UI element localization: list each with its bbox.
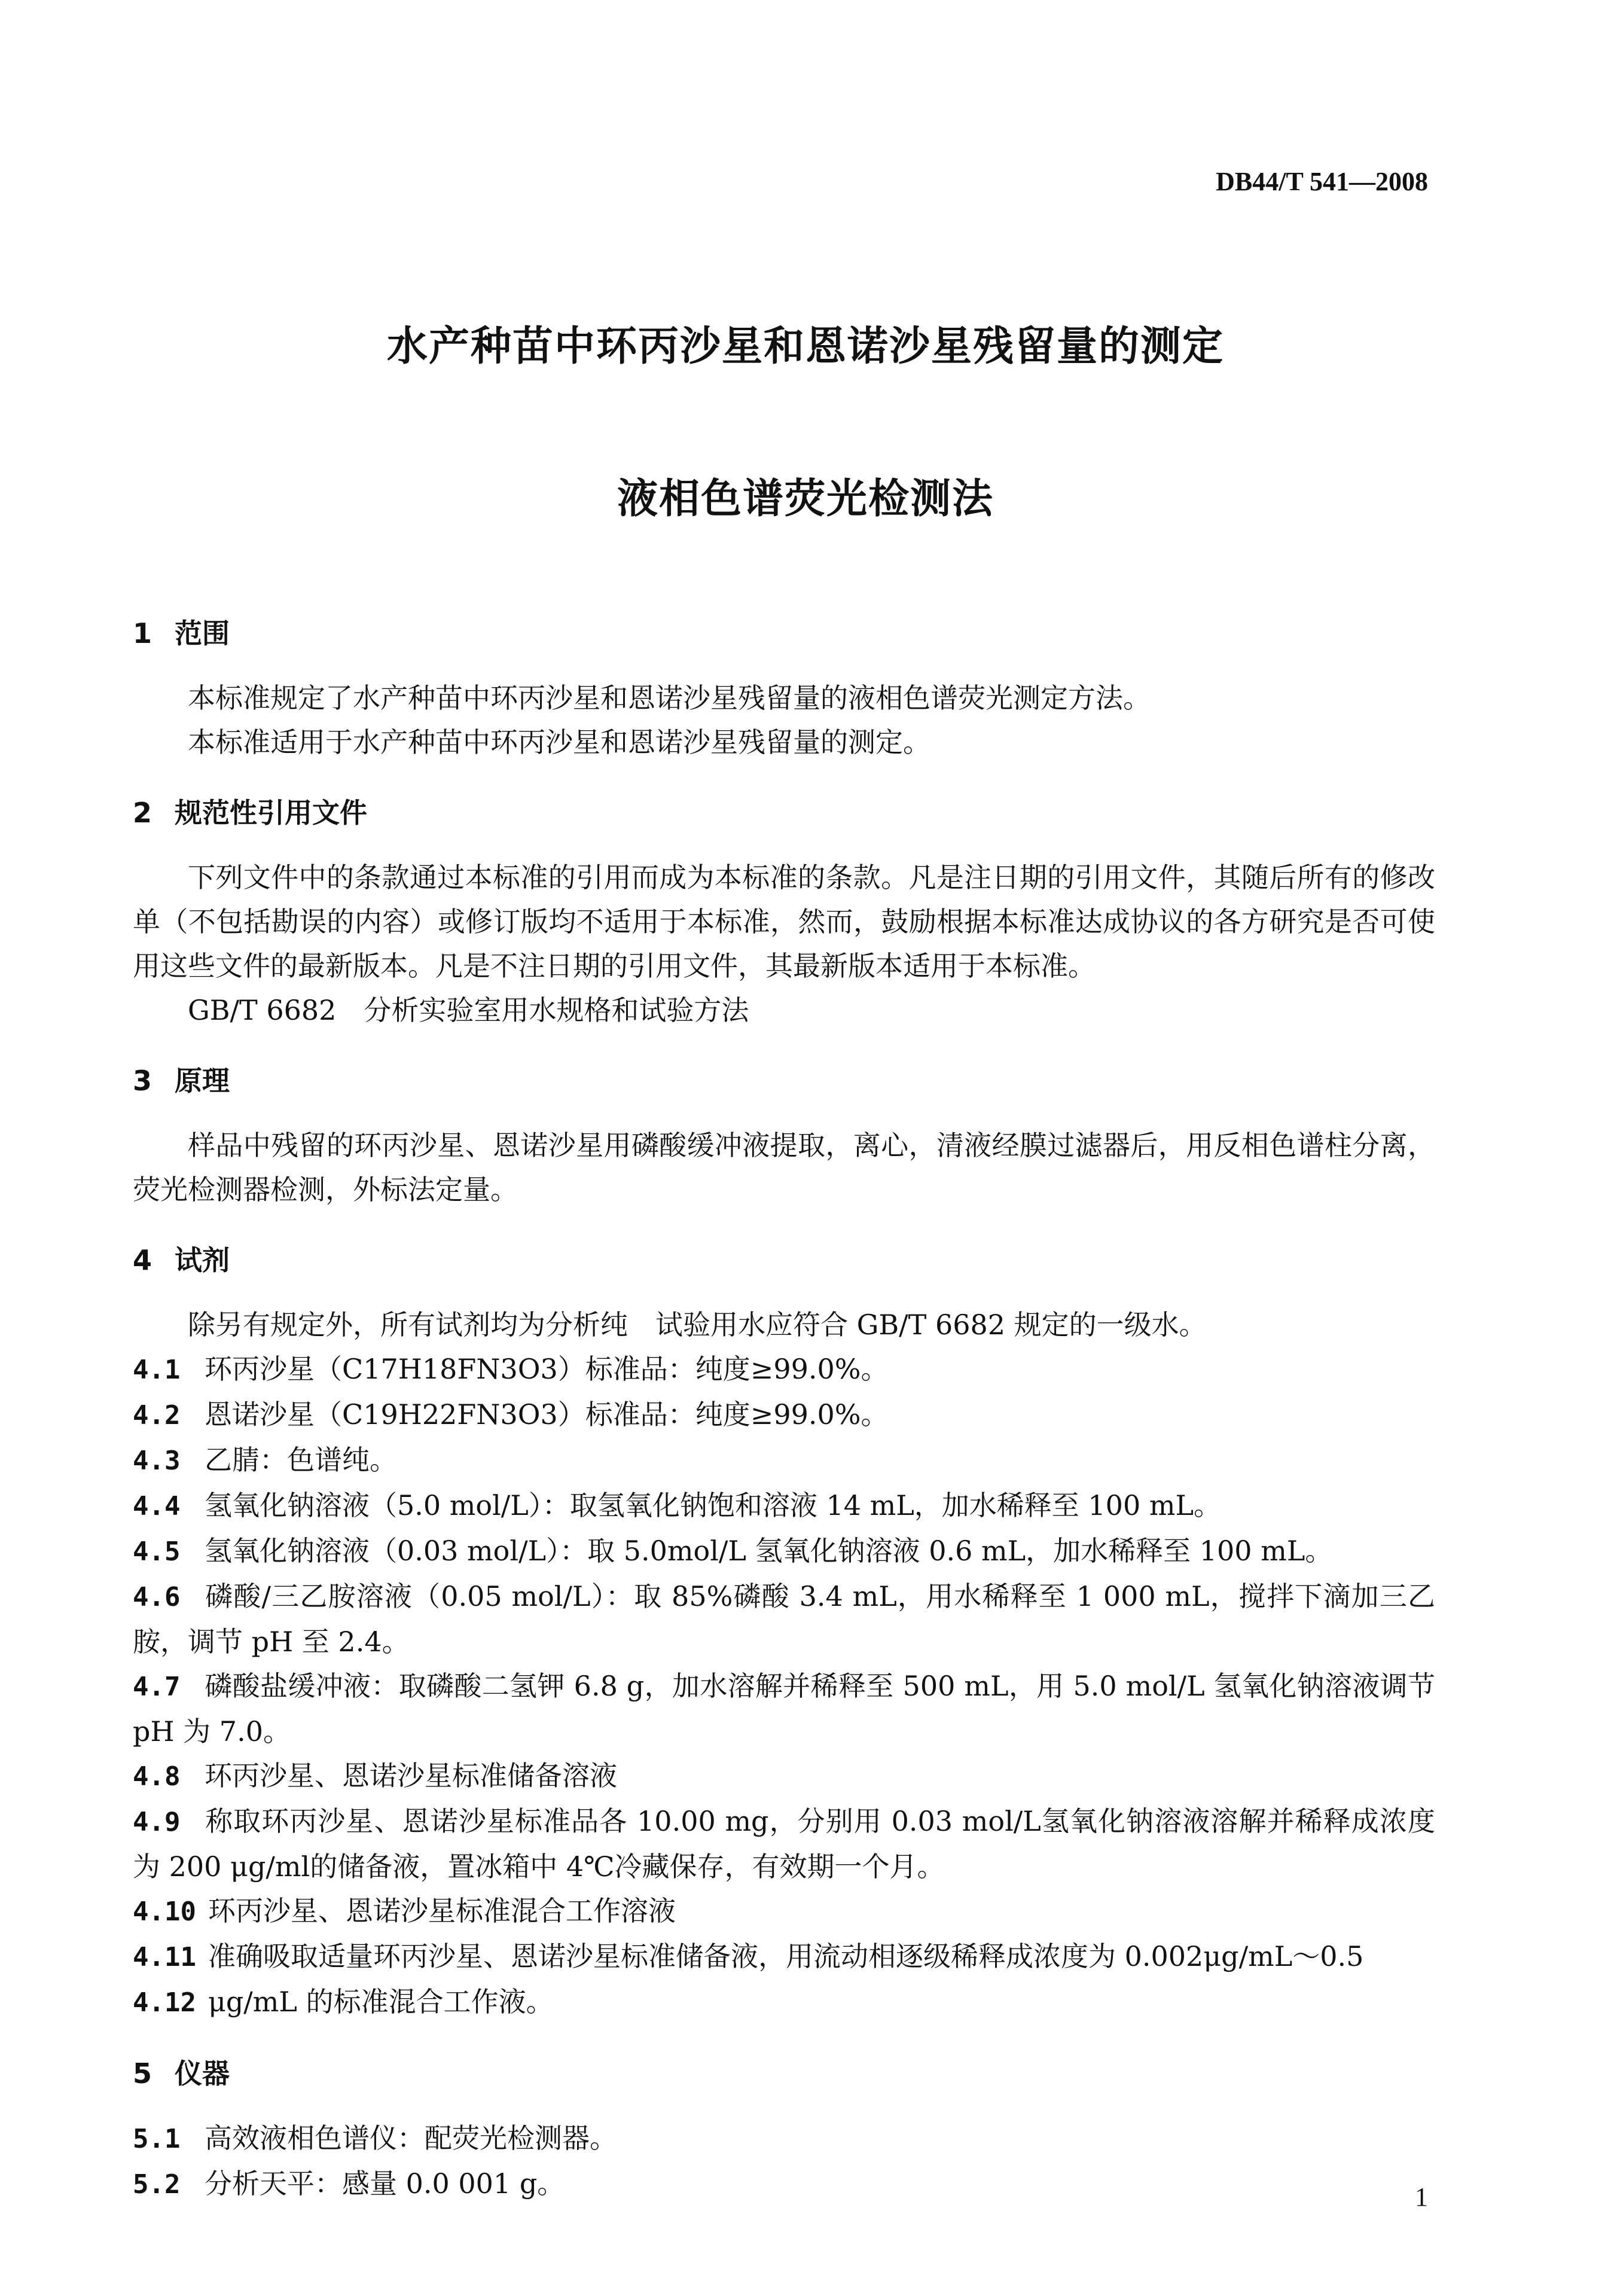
item-text: 称取环丙沙星、恩诺沙星标准品各 10.00 mg，分别用 0.03 mol/L氢氧化钠溶液溶解并稀释成浓度为 200 μg/ml的储备液，置冰箱中 4℃冷藏保存，有效期一个月。	[133, 1805, 1435, 1883]
paragraph: 除另有规定外，所有试剂均为分析纯 试验用水应符合 GB/T 6682 规定的一级水。	[188, 1309, 1207, 1341]
section-number: 3	[133, 1065, 152, 1097]
list-item	[133, 1799, 1435, 1889]
item-number: 4.6	[133, 1582, 181, 1612]
item-number: 4.10	[133, 1896, 196, 1927]
item-text: 环丙沙星、恩诺沙星标准储备溶液	[205, 1760, 617, 1792]
item-number: 4.5	[133, 1536, 181, 1567]
section-heading-reagents	[133, 1238, 1435, 1282]
item-number: 4.7	[133, 1672, 181, 1702]
section-title: 范围	[175, 617, 230, 650]
section-title: 仪器	[175, 2057, 230, 2090]
section-heading-instruments	[133, 2051, 1435, 2096]
item-number: 5.2	[133, 2169, 181, 2200]
section-title: 原理	[175, 1065, 230, 1097]
item-number: 4.1	[133, 1355, 181, 1385]
list-item	[133, 1889, 1435, 1934]
section-heading-scope	[133, 611, 1435, 655]
list-item	[133, 1934, 1435, 1980]
document-body	[133, 598, 1435, 2207]
list-item	[133, 1347, 1435, 1392]
item-number: 4.3	[133, 1446, 181, 1476]
paragraph: 样品中残留的环丙沙星、恩诺沙星用磷酸缓冲液提取，离心，清液经膜过滤器后，用反相色谱柱分离，荧光检测器检测，外标法定量。	[133, 1129, 1435, 1206]
section-heading-principle	[133, 1059, 1435, 1103]
list-item	[133, 1438, 1435, 1483]
item-text: 恩诺沙星（C19H22FN3O3）标准品：纯度≥99.0%。	[205, 1398, 889, 1431]
section-number: 1	[133, 617, 152, 650]
item-text: 磷酸盐缓冲液：取磷酸二氢钾 6.8 g，加水溶解并稀释至 500 mL，用 5.0 mol/L 氢氧化钠溶液调节 pH 为 7.0。	[133, 1670, 1435, 1748]
item-text: 磷酸/三乙胺溶液（0.05 mol/L）：取 85%磷酸 3.4 mL，用水稀释至 1 000 mL，搅拌下滴加三乙胺，调节 pH 至 2.4。	[133, 1580, 1436, 1658]
item-text: 氢氧化钠溶液（5.0 mol/L）：取氢氧化钠饱和溶液 14 mL，加水稀释至 100 mL。	[205, 1489, 1222, 1521]
item-number: 4.11	[133, 1942, 196, 1972]
paragraph: 本标准规定了水产种苗中环丙沙星和恩诺沙星残留量的液相色谱荧光测定方法。	[188, 682, 1151, 714]
item-number: 4.2	[133, 1400, 181, 1431]
item-number: 4.9	[133, 1807, 181, 1837]
section-number: 2	[133, 797, 152, 829]
paragraph: 本标准适用于水产种苗中环丙沙星和恩诺沙星残留量的测定。	[188, 726, 930, 758]
list-item	[133, 1483, 1435, 1529]
item-number: 4.4	[133, 1491, 181, 1521]
item-text: 准确吸取适量环丙沙星、恩诺沙星标准储备液，用流动相逐级稀释成浓度为 0.002μg/mL～0.5	[208, 1940, 1364, 1972]
document-title: 水产种苗中环丙沙星和恩诺沙星残留量的测定	[386, 323, 1224, 370]
section-number: 5	[133, 2057, 152, 2090]
list-item	[133, 1574, 1435, 1664]
item-text: 环丙沙星（C17H18FN3O3）标准品：纯度≥99.0%。	[205, 1353, 889, 1385]
item-number: 4.12	[133, 1987, 196, 2018]
document-subtitle: 液相色谱荧光检测法	[617, 475, 994, 523]
paragraph: 下列文件中的条款通过本标准的引用而成为本标准的条款。凡是注日期的引用文件，其随后所有的修改单（不包括勘误的内容）或修订版均不适用于本标准，然而，鼓励根据本标准达成协议的各方研究是否可使用这些文件的最新版本。凡是不注日期的引用文件，其最新版本适用于本标准。	[133, 861, 1435, 982]
item-text: 分析天平：感量 0.0 001 g。	[205, 2167, 565, 2200]
item-text: 环丙沙星、恩诺沙星标准混合工作溶液	[208, 1895, 676, 1927]
reference-entry: GB/T 6682 分析实验室用水规格和试验方法	[188, 994, 749, 1026]
page-number: 1	[1415, 2182, 1428, 2212]
item-number: 4.8	[133, 1761, 181, 1792]
list-item	[133, 1392, 1435, 1438]
list-item	[133, 1529, 1435, 1574]
document-code: DB44/T 541—2008	[1216, 167, 1428, 196]
section-heading-references	[133, 791, 1435, 835]
section-title: 试剂	[175, 1244, 230, 1276]
list-item	[133, 1980, 1435, 2025]
item-text: 氢氧化钠溶液（0.03 mol/L）：取 5.0mol/L 氢氧化钠溶液 0.6 mL，加水稀释至 100 mL。	[205, 1535, 1333, 1567]
item-number: 5.1	[133, 2124, 181, 2154]
list-item	[133, 2161, 1435, 2207]
list-item	[133, 1664, 1435, 1754]
item-text: 高效液相色谱仪：配荧光检测器。	[205, 2122, 617, 2154]
item-text: μg/mL 的标准混合工作液。	[208, 1986, 554, 2018]
list-item	[133, 2116, 1435, 2161]
section-number: 4	[133, 1244, 152, 1276]
list-item	[133, 1754, 1435, 1799]
item-text: 乙腈：色谱纯。	[205, 1444, 397, 1476]
section-title: 规范性引用文件	[175, 797, 367, 829]
